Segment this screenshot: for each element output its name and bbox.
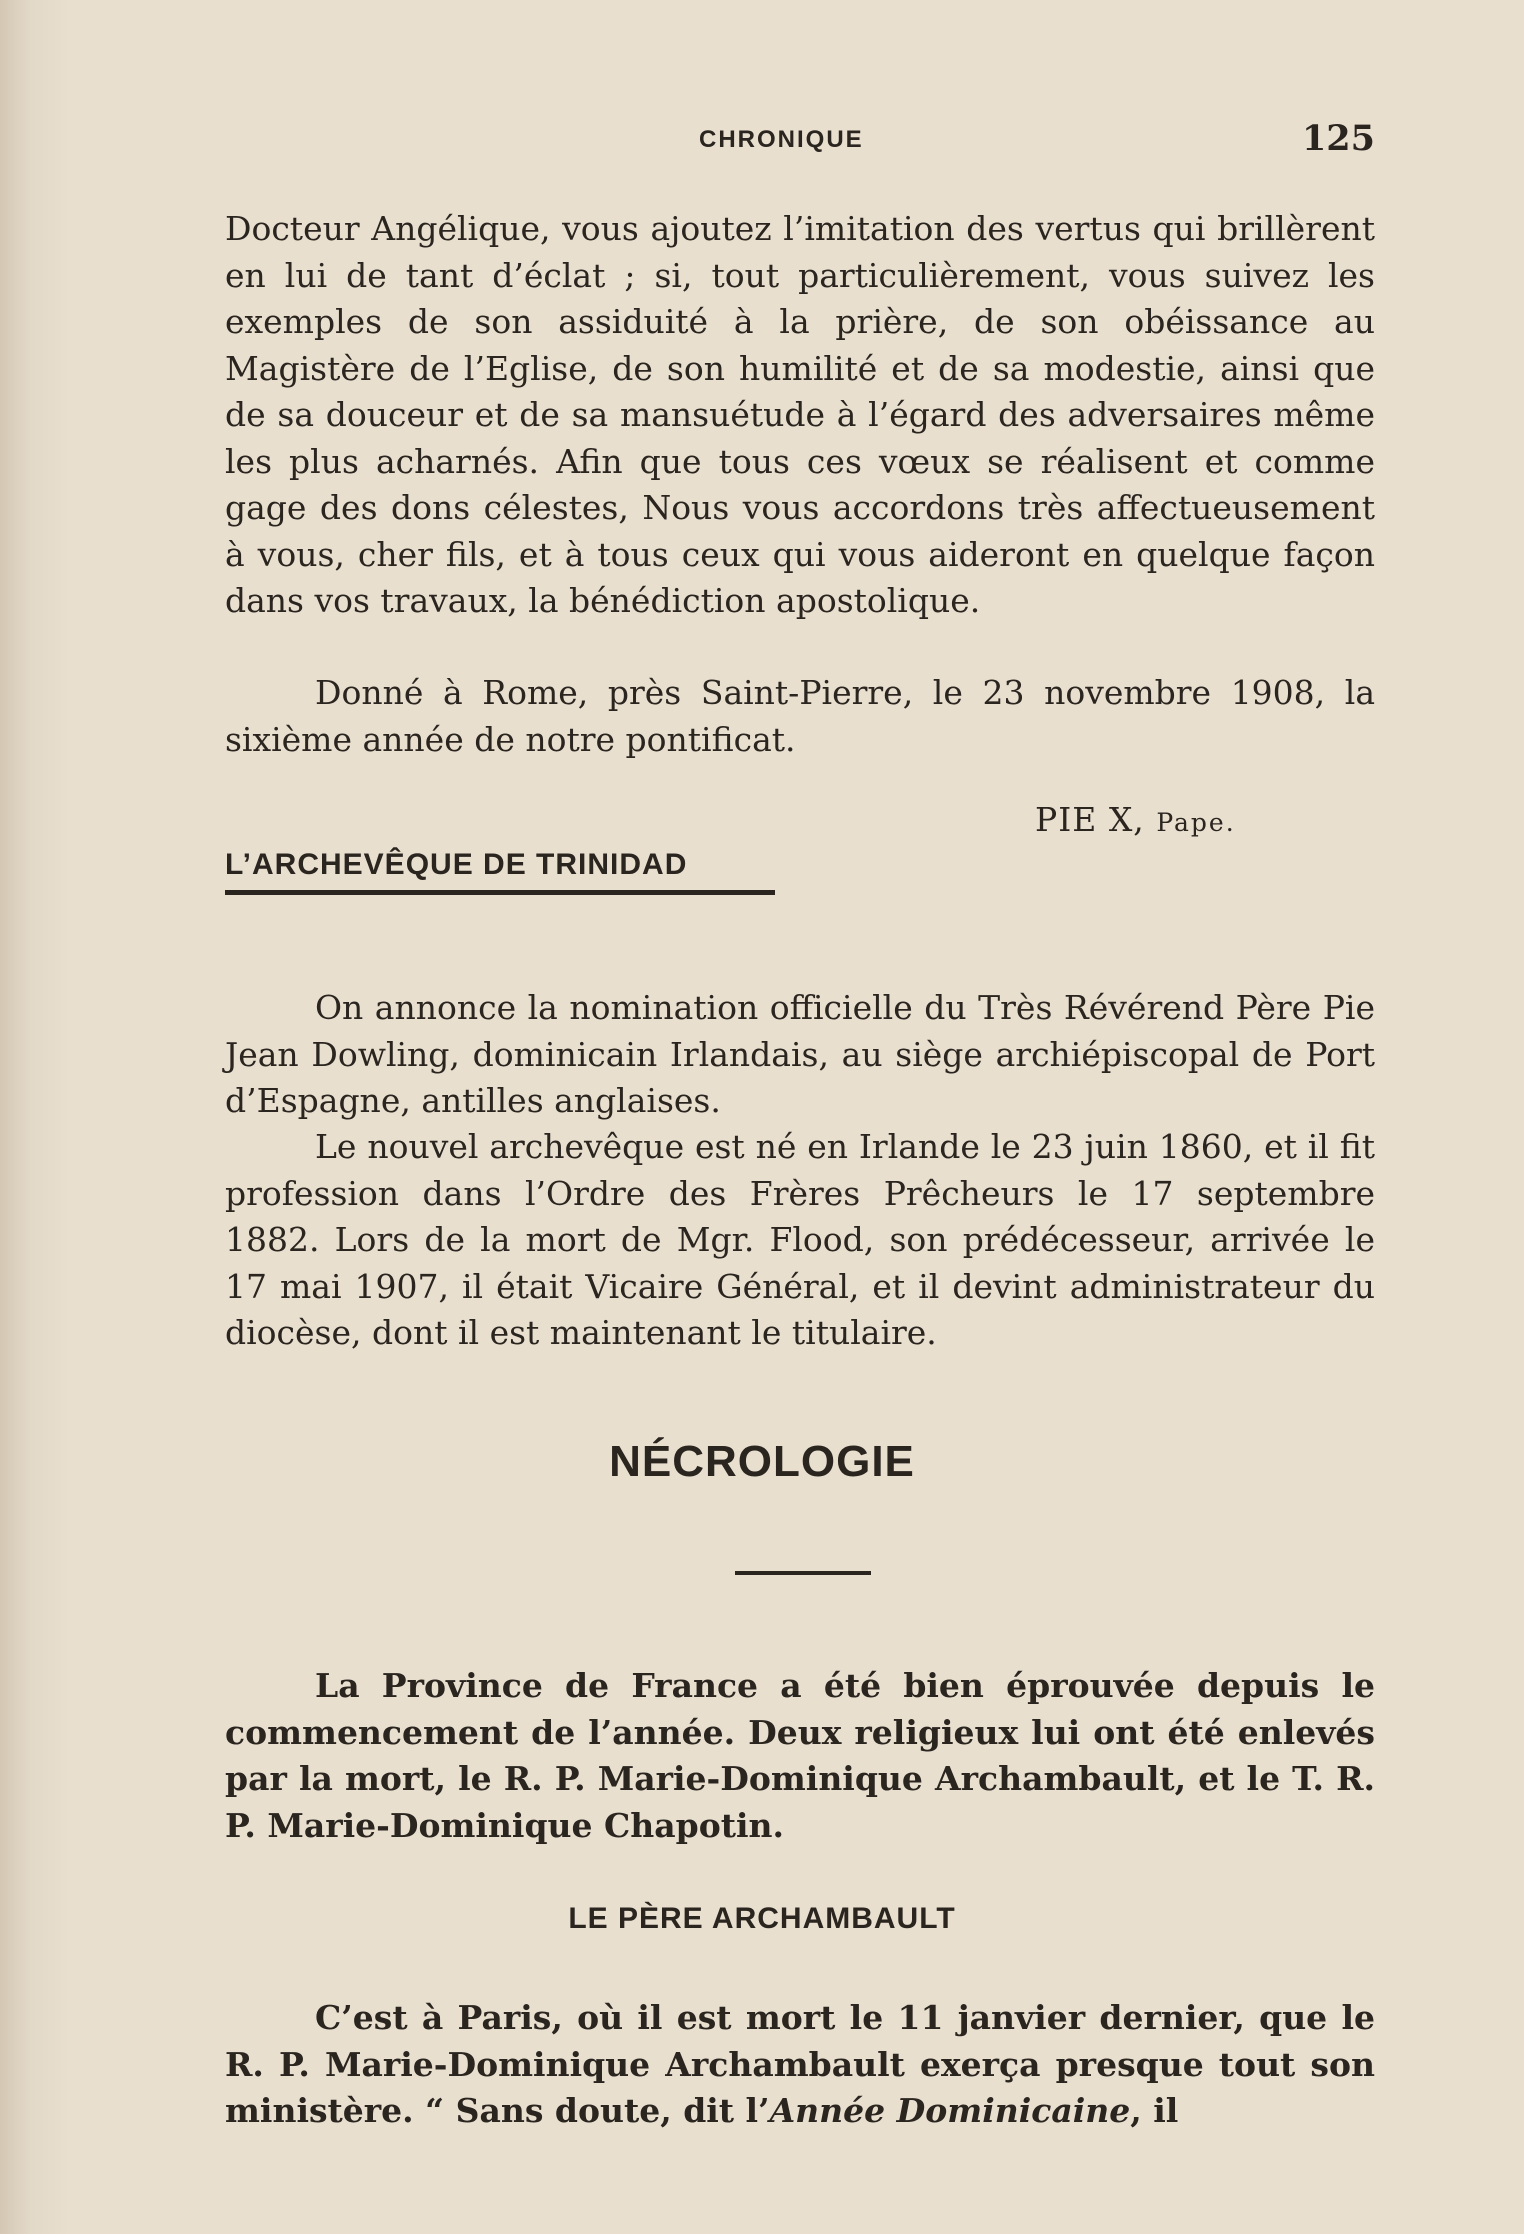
necrology-paragraph-2-end: , il bbox=[1130, 2091, 1179, 2130]
necrology-paragraph-2-start: C’est à Paris, où il est mort le 11 janvier dernier, que le R. P. Marie-Dominique Archambault exerça presque tout son ministère. “ Sans doute, dit l’ bbox=[225, 1998, 1375, 2130]
necrology-title: NÉCROLOGIE bbox=[609, 1437, 915, 1486]
necrology-divider bbox=[735, 1571, 871, 1575]
necrology-paragraph-2-italic: Année Dominicaine bbox=[769, 2091, 1131, 2130]
letter-paragraph-1: Docteur Angélique, vous ajoutez l’imitation des vertus qui brillèrent en lui de tant d’éclat ; si, tout particulièrement, vous suivez les exemples de son assiduité à la prière, de son obéissance au Magistère de l’Eglise, de son humilité et de sa modestie, ainsi que de sa douceur et de sa mansuétude à l’égard des adversaires même les plus acharnés. Afin que tous ces vœux se réalisent et comme gage des dons célestes, Nous vous accordons très affectueusement à vous, cher fils, et à tous ceux qui vous aideront en quelque façon dans vos travaux, la bénédiction apostolique. bbox=[225, 209, 1375, 620]
necrology-paragraph-1: La Province de France a été bien éprouvée depuis le commencement de l’année. Deux religieux lui ont été enlevés par la mort, le R. P. Marie-Dominique Archambault, et le T. R. P. Marie-Dominique Chapotin. bbox=[225, 1666, 1375, 1845]
necrology-paragraph-2 bbox=[225, 1995, 1375, 2135]
section-heading-archbishop: L’ARCHEVÊQUE DE TRINIDAD bbox=[225, 848, 688, 881]
archbishop-paragraph-1: On annonce la nomination officielle du Très Révérend Père Pie Jean Dowling, dominicain Irlandais, au siège archiépiscopal de Port d’Espagne, antilles anglaises. bbox=[225, 988, 1375, 1120]
letter-paragraph-2: Donné à Rome, près Saint-Pierre, le 23 novembre 1908, la sixième année de notre pontificat. bbox=[225, 673, 1375, 759]
signature-name: PIE X, bbox=[1035, 800, 1145, 839]
page-header bbox=[225, 118, 1375, 158]
page-number: 125 bbox=[1301, 118, 1375, 159]
subheading-pere-archambault: LE PÈRE ARCHAMBAULT bbox=[568, 1902, 956, 1935]
section-underline bbox=[225, 890, 775, 895]
signature bbox=[1035, 800, 1236, 839]
signature-title: Pape. bbox=[1156, 808, 1236, 837]
running-title: CHRONIQUE bbox=[699, 126, 864, 153]
archbishop-paragraph-2: Le nouvel archevêque est né en Irlande le 23 juin 1860, et il fit profession dans l’Ordre des Frères Prêcheurs le 17 septembre 1882. Lors de la mort de Mgr. Flood, son prédécesseur, arrivée le 17 mai 1907, il était Vicaire Général, et il devint administrateur du diocèse, dont il est maintenant le titulaire. bbox=[225, 1127, 1375, 1352]
